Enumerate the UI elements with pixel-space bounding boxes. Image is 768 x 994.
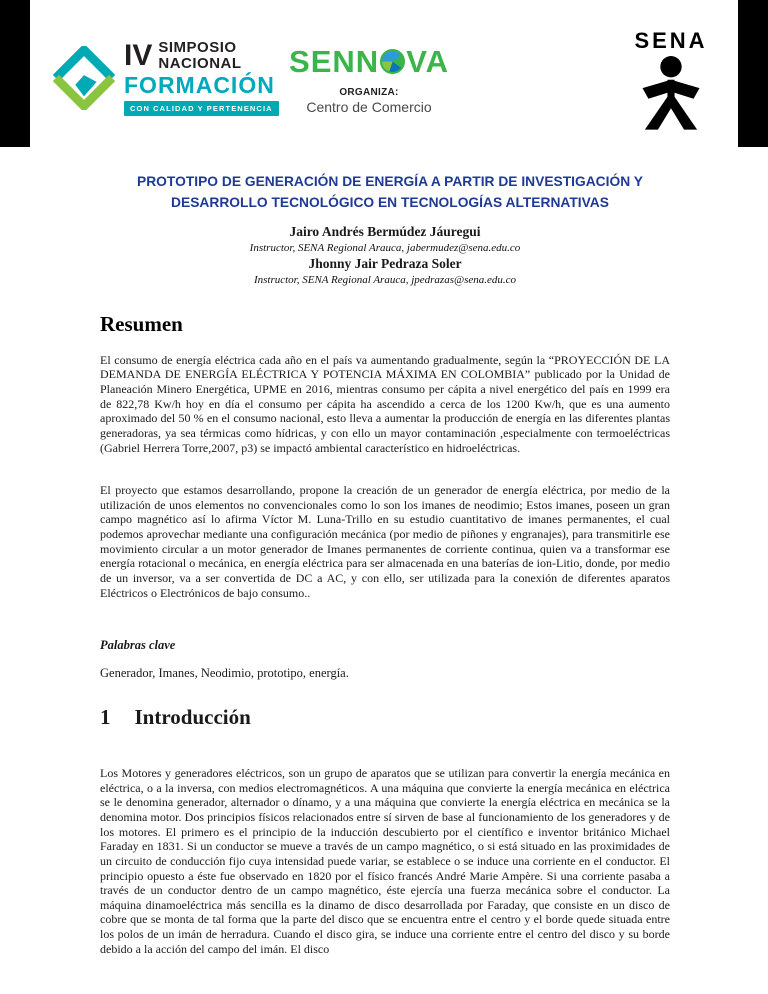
sennova-logo [269,46,469,115]
simposio-numeral: IV [124,38,153,72]
simposio-formacion-label: FORMACIÓN [124,71,275,98]
simposio-diamond-icon [52,46,116,110]
sennova-word-right: VA [406,44,449,79]
authors-block [100,223,670,288]
sennova-word-left: SENN [289,44,380,79]
resumen-heading: Resumen [100,311,183,336]
paper-content [100,165,670,956]
centro-de-comercio-label: Centro de Comercio [306,99,432,115]
keywords-text: Generador, Imanes, Neodimio, prototipo, energía. [100,666,349,681]
sena-wordmark: SENA [634,28,708,53]
simposio-logo-text [124,40,279,116]
introduction-number: 1 [100,705,111,730]
introduction-paragraph-1: Los Motores y generadores eléctricos, son un grupo de aparatos que se utilizan para convertir la energía mecánica en eléctrica, o a la inversa, con medios electromagnéticos. A una máquina que convierte la energía mecánica en eléctrica se le denomina generador, alternador o dínamo, y a una máquina que convierte la energía eléctrica en mecánica se la denomina motor. Dos principios físicos relacionados entre sí sirven de base al funcionamiento de los generadores y de los motores. El primero es el principio de la inducción descubierto por el científico e inventor británico Michael Faraday en 1831. Si un conductor se mueve a través de un campo magnético, o si está situado en las proximidades de un circuito de conducción fijo cuya intensidad puede variar, se establece o se induce una corriente en el conductor. El principio opuesto a éste fue observado en 1820 por el físico francés André Marie Ampère. Si una corriente pasaba a través de un conductor dentro de un campo magnético, éste ejercía una fuerza mecánica sobre el conductor. La máquina dinamoeléctrica más sencilla es la dinamo de disco desarrollada por Faraday, que consiste en un disco de cobre que se monta de tal forma que la parte del disco que se encuentra entre el centro y el borde quede situada entre los polos de un imán de herradura. Cuando el disco gira, se induce una corriente entre el centro del disco y su borde debido a la acción del campo del imán. El disco [100,766,670,956]
keywords-heading: Palabras clave [100,638,176,653]
top-right-black-bar [738,0,768,147]
sena-figure-icon [635,56,707,132]
simposio-banner: CON CALIDAD Y PERTENENCIA [124,101,279,116]
author-1 [100,223,670,256]
simposio-line1: SIMPOSIO [158,39,237,56]
author-2 [100,255,670,288]
author-name: Jhonny Jair Pedraza Soler [308,256,462,272]
top-left-black-bar [0,0,30,147]
simposio-line2: NACIONAL [158,54,242,72]
simposio-logo [52,40,279,116]
introduction-title: Introducción [134,705,251,730]
globe-icon [380,49,405,74]
organiza-label: ORGANIZA: [339,87,399,98]
resumen-paragraph-2: El proyecto que estamos desarrollando, propone la creación de un generador de energía eléctrica, por medio de la utilización de unos elementos no convencionales como lo son los imanes de neodimio; Estos imanes, poseen un gran campo magnético así lo afirma Víctor M. Luna-Trillo en su estudio cuantitativo de imanes permanentes, el cual podemos aprovechar mediante una configuración mecánica (por medio de piñones y engranajes), para transmitirle ese movimiento circular a un motor generador de Imanes permanentes de corriente continua, quien va a transformar ese energía rotacional o mecánica, en energía eléctrica para ser almacenada en una baterías de ion-Litio, donde, por medio de un inversor, va a ser convertida de DC a AC, y con ello, ser utilizada para la conexión de diferentes aparatos Eléctricos o Electrónicos de bajo consumo.. [100,483,670,600]
author-affiliation: Instructor, SENA Regional Arauca, jabermudez@sena.edu.co [249,241,521,254]
author-name: Jairo Andrés Bermúdez Jáuregui [289,223,481,239]
paper-title: PROTOTIPO DE GENERACIÓN DE ENERGÍA A PARTIR DE INVESTIGACIÓN Y DESARROLLO TECNOLÓGICO EN TECNOLOGÍAS ALTERNATIVAS [137,174,643,211]
resumen-paragraph-1: El consumo de energía eléctrica cada año en el país va aumentando gradualmente, según la “PROYECCIÓN DE LA DEMANDA DE ENERGÍA ELÉCTRICA Y POTENCIA MÁXIMA EN COLOMBIA” publicado por la Unidad de Planeación Minero Energética, UPME en 2016, mientras consumo per cápita a nivel energético del país en 1999 era de 822,78 Kw/h hoy en día el consumo per cápita ha ascendido a cerca de los 1200 Kw/h, que es una aumento aproximado del 50 % en el consumo nacional, esto lleva a aumentar la producción de energía en las diferentes plantas generadoras, ya sea térmicas como hídricas, y con ello un mayor contaminación ,especialmente con termoeléctricas (Gabriel Herrera Torre,2007, p3) se impactó ambiental característico en hidroeléctricas. [100,352,670,455]
sena-logo [612,28,730,137]
sennova-wordmark [269,46,469,77]
author-affiliation: Instructor, SENA Regional Arauca, jpedrazas@sena.edu.co [253,274,517,287]
introduction-heading [100,705,670,730]
